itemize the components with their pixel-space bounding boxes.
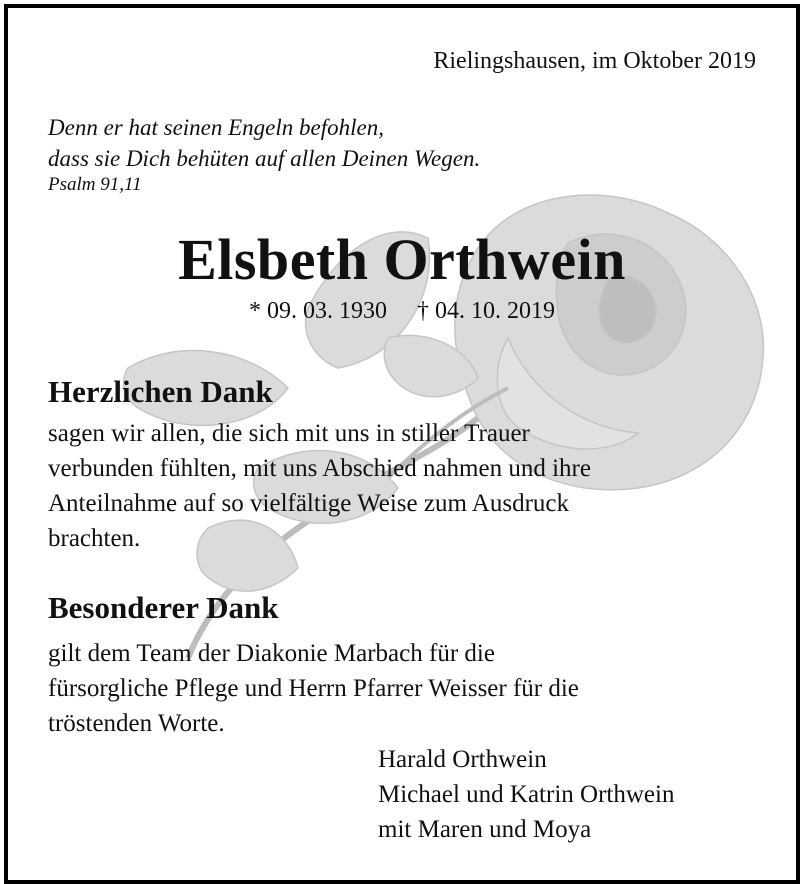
death-date: † 04. 10. 2019 bbox=[417, 298, 555, 324]
obituary-notice bbox=[4, 4, 800, 884]
signatories bbox=[378, 742, 674, 847]
bible-quote bbox=[48, 112, 480, 174]
text-line: tröstenden Worte. bbox=[48, 710, 225, 737]
paragraph-besonderer-dank bbox=[48, 636, 579, 741]
text-line: brachten. bbox=[48, 525, 141, 552]
text-line: fürsorgliche Pflege und Herrn Pfarrer Weisser für die bbox=[48, 675, 579, 702]
signatory: mit Maren und Moya bbox=[378, 816, 592, 843]
life-dates bbox=[8, 298, 796, 325]
text-line: Anteilnahme auf so vielfältige Weise zum Ausdruck bbox=[48, 490, 569, 517]
signatory: Michael und Katrin Orthwein bbox=[378, 781, 675, 808]
heading-besonderer-dank: Besonderer Dank bbox=[48, 590, 279, 625]
quote-line-1: Denn er hat seinen Engeln befohlen, bbox=[48, 115, 384, 140]
text-line: gilt dem Team der Diakonie Marbach für die bbox=[48, 640, 495, 667]
text-line: verbunden fühlten, mit uns Abschied nahmen und ihre bbox=[48, 455, 591, 482]
quote-line-2: dass sie Dich behüten auf allen Deinen Wegen. bbox=[48, 146, 481, 171]
deceased-name: Elsbeth Orthwein bbox=[178, 227, 626, 292]
heading-herzlichen-dank: Herzlichen Dank bbox=[48, 374, 273, 409]
place-date: Rielingshausen, im Oktober 2019 bbox=[433, 48, 756, 74]
text-line: sagen wir allen, die sich mit uns in stiller Trauer bbox=[48, 420, 530, 447]
birth-date: * 09. 03. 1930 bbox=[249, 298, 387, 324]
signatory: Harald Orthwein bbox=[378, 746, 547, 773]
paragraph-herzlichen-dank bbox=[48, 416, 591, 556]
quote-source: Psalm 91,11 bbox=[48, 174, 142, 195]
